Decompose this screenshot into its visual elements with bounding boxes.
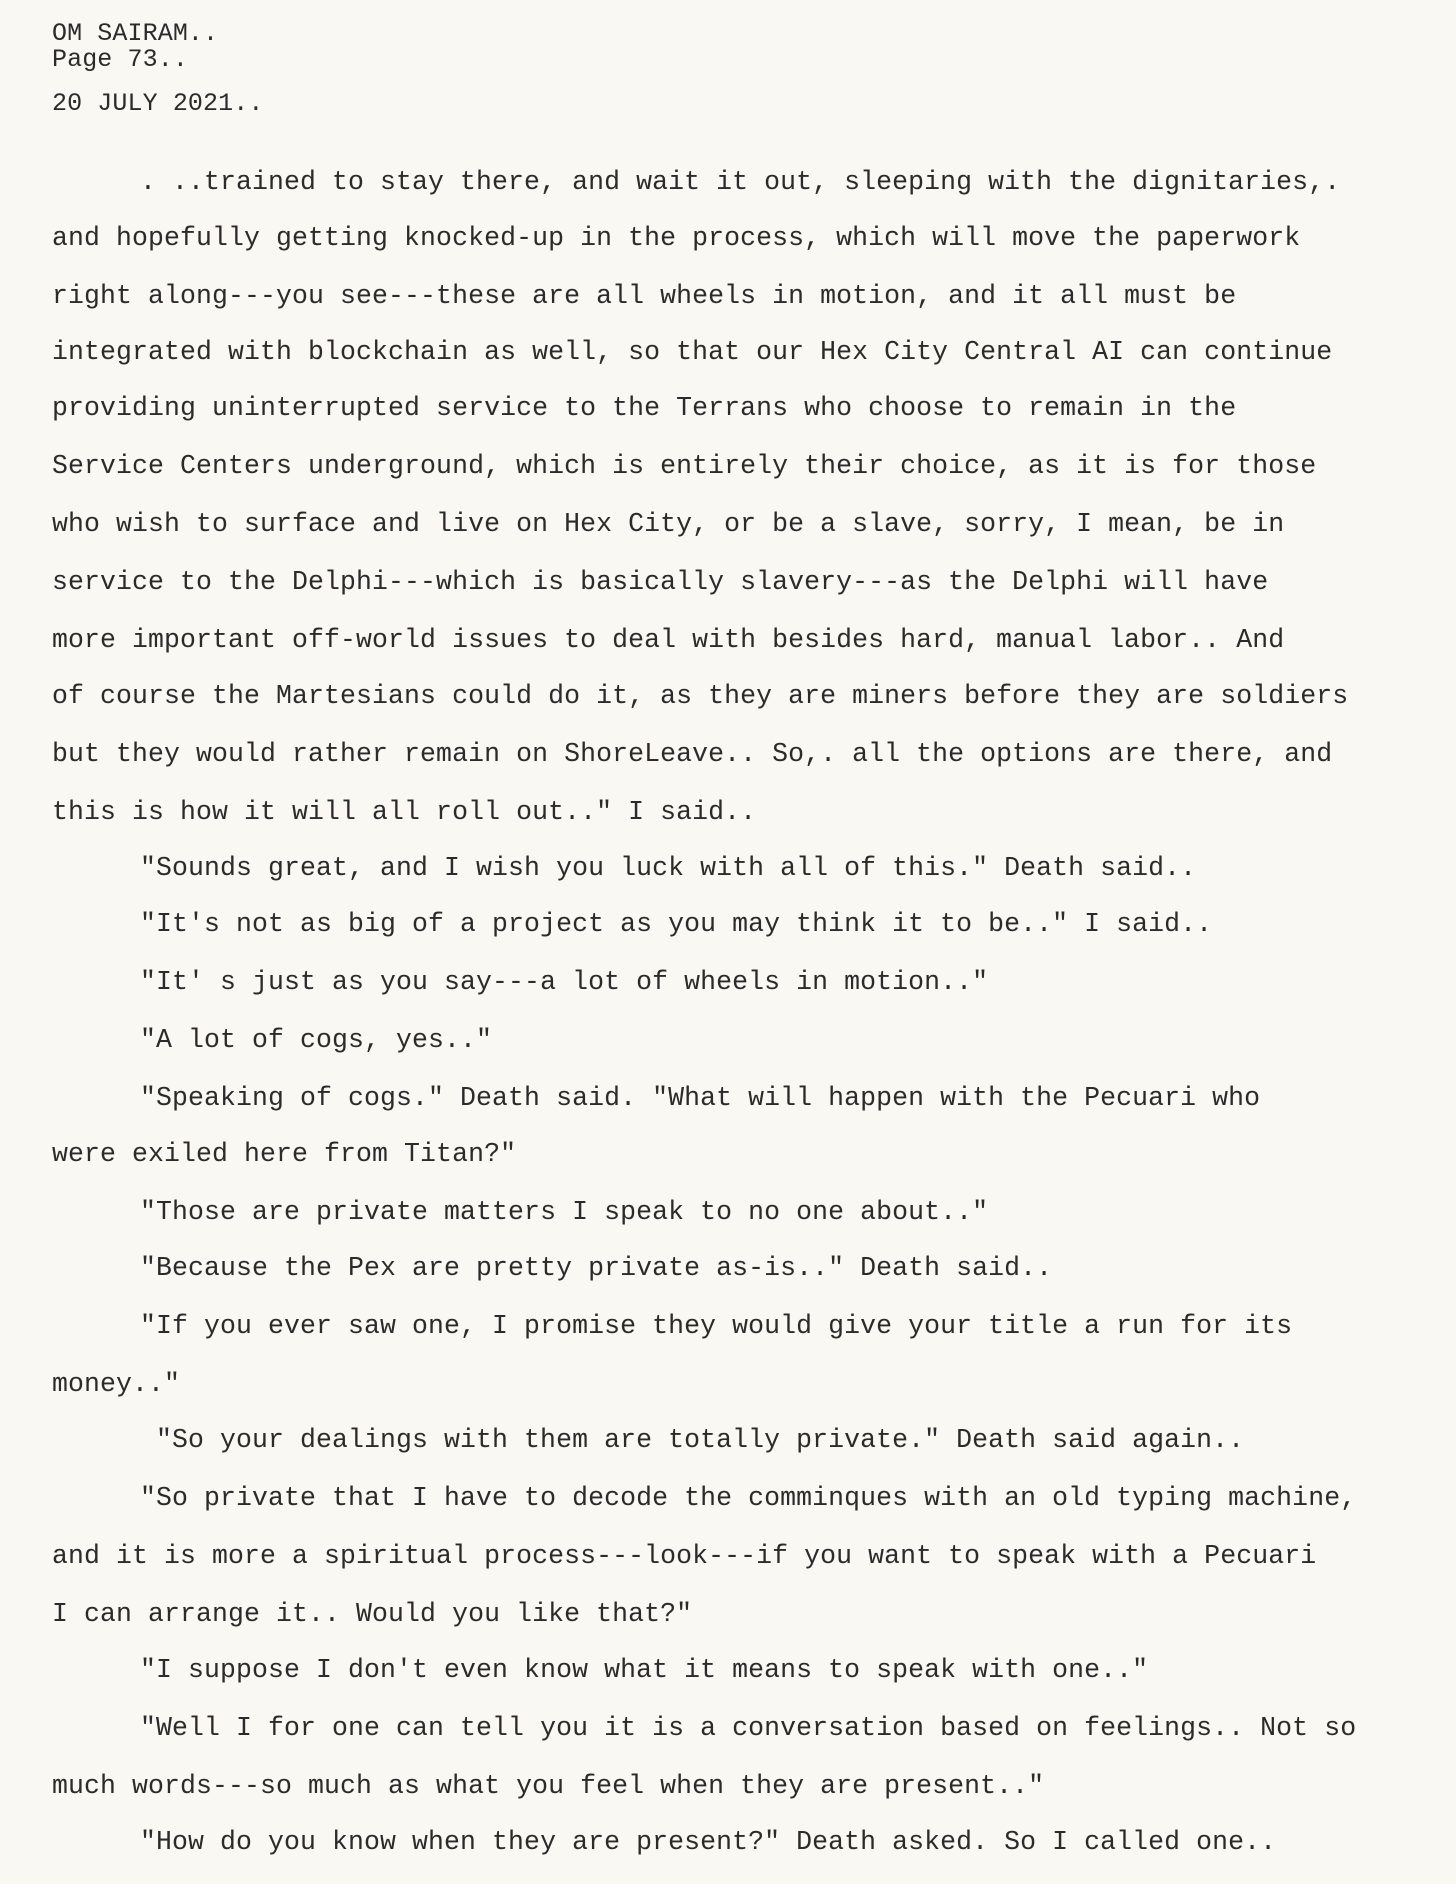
text-line: I can arrange it.. Would you like that?" [52,1599,693,1629]
text-line: "I suppose I don't even know what it means to speak with one.." [140,1655,1149,1685]
text-line: "Those are private matters I speak to no one about.." [140,1197,989,1227]
text-line: and hopefully getting knocked-up in the process, which will move the paperwork [52,223,1301,253]
text-line: "Because the Pex are pretty private as-is.." Death said.. [140,1253,1053,1283]
text-line: money.." [52,1369,181,1399]
header-title: OM SAIRAM.. [52,19,219,48]
text-line: providing uninterrupted service to the Terrans who choose to remain in the [52,393,1237,423]
text-line: this is how it will all roll out.." I said.. [52,797,757,827]
text-line: integrated with blockchain as well, so that our Hex City Central AI can continue [52,337,1333,367]
text-line: more important off-world issues to deal with besides hard, manual labor.. And [52,625,1285,655]
text-line: Service Centers underground, which is entirely their choice, as it is for those [52,451,1317,481]
text-line: much words---so much as what you feel when they are present.." [52,1771,1045,1801]
page-number: Page 73.. [52,45,188,74]
text-line: "A lot of cogs, yes.." [140,1025,493,1055]
text-line: "So your dealings with them are totally private." Death said again.. [156,1425,1245,1455]
text-line: and it is more a spiritual process---look---if you want to speak with a Pecuari [52,1541,1317,1571]
text-line: who wish to surface and live on Hex City, or be a slave, sorry, I mean, be in [52,509,1285,539]
text-line: of course the Martesians could do it, as they are miners before they are soldiers [52,681,1349,711]
text-line: were exiled here from Titan?" [52,1139,517,1169]
text-line: "It's not as big of a project as you may think it to be.." I said.. [140,909,1213,939]
text-line: "How do you know when they are present?" Death asked. So I called one.. [140,1827,1277,1857]
text-line: service to the Delphi---which is basically slavery---as the Delphi will have [52,567,1269,597]
text-line: . ..trained to stay there, and wait it out, sleeping with the dignitaries,. [140,167,1341,197]
text-line: "Well I for one can tell you it is a conversation based on feelings.. Not so [140,1713,1357,1743]
text-line: "If you ever saw one, I promise they would give your title a run for its [140,1311,1293,1341]
page-date: 20 JULY 2021.. [52,89,264,118]
text-line: but they would rather remain on ShoreLeave.. So,. all the options are there, and [52,739,1333,769]
text-line: "Speaking of cogs." Death said. "What will happen with the Pecuari who [140,1083,1261,1113]
text-line: "It' s just as you say---a lot of wheels in motion.." [140,967,989,997]
text-line: right along---you see---these are all wheels in motion, and it all must be [52,281,1237,311]
text-line: "So private that I have to decode the comminques with an old typing machine, [140,1483,1357,1513]
text-line: "Sounds great, and I wish you luck with all of this." Death said.. [140,853,1197,883]
